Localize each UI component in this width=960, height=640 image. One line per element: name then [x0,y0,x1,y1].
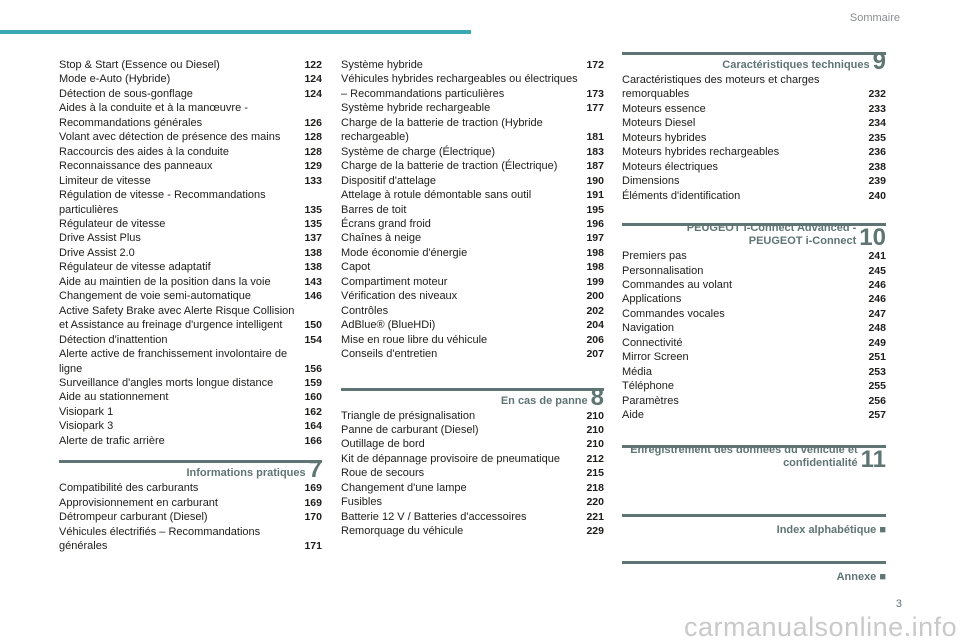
toc-entry-title: Conseils d'entretien [341,348,438,361]
toc-list [622,73,886,203]
toc-entry-title: Éléments d'identification [622,189,741,202]
toc-entry-page: 159 [304,376,322,389]
toc-entry-page: 124 [304,73,322,86]
toc-entry[interactable] [341,174,604,188]
section-heading [59,456,322,484]
section-number: 9 [872,48,886,75]
toc-entry[interactable] [622,336,886,350]
toc-entry-title: Système hybride [341,59,423,71]
toc-entry[interactable] [59,188,322,217]
toc-entry[interactable] [622,145,886,159]
toc-entry[interactable] [341,423,604,437]
toc-entry[interactable] [59,481,322,495]
toc-entry-title: Connectivité [622,336,683,349]
toc-entry-title: Régulateur de vitesse [59,217,166,230]
toc-entry-title: Commandes vocales [622,307,725,320]
toc-entry-title: Moteurs Diesel [622,117,696,130]
section-title: En cas de panne [500,394,588,407]
toc-entry-title: Mode économie d'énergie [341,246,468,259]
toc-entry[interactable] [341,58,604,72]
toc-entry-page: 171 [304,540,322,553]
section-number: 11 [860,445,886,473]
toc-entry-title: Raccourcis des aides à la conduite [59,145,229,158]
toc-entry-page: 210 [586,438,604,451]
toc-entry-page: 122 [304,59,322,71]
section-header-10 [622,222,886,252]
toc-entry-page: 210 [586,423,604,436]
toc-entry-title: Personnalisation [622,264,704,277]
toc-entry-page: 128 [304,145,322,158]
toc-entry-title: Téléphone [622,380,674,393]
toc-entry-page: 183 [586,145,604,158]
toc-entry-title: Stop & Start (Essence ou Diesel) [59,59,220,71]
toc-entry-page: 236 [868,146,886,159]
toc-entry[interactable] [341,524,604,538]
toc-entry-title: Dispositif d'attelage [341,174,437,187]
section-heading [622,444,886,471]
toc-entry-title: Limiteur de vitesse [59,174,151,187]
toc-entry[interactable] [59,260,322,274]
toc-entry-page: 239 [868,175,886,188]
toc-entry-page: 253 [868,365,886,378]
toc-list [341,409,604,539]
toc-entry-title: Aides à la conduite et à la manœuvre - Recommandations générales [59,102,248,129]
toc-entry-title: Volant avec détection de présence des mains [59,131,281,144]
toc-entry-page: 256 [868,394,886,407]
section-title-line: PEUGEOT i-Connect [748,235,857,248]
toc-entry[interactable] [341,72,604,101]
toc-entry-title: Média [622,365,652,378]
toc-list [59,58,322,448]
toc-entry-page: 135 [304,217,322,230]
section-title: Caractéristiques techniques [722,59,870,71]
toc-entry[interactable] [622,249,886,263]
toc-entry-title: Alerte active de franchissement involontaire de ligne [59,348,288,375]
page-header-title: Sommaire [849,12,900,24]
toc-entry[interactable] [59,275,322,289]
toc-entry-page: 232 [868,88,886,101]
toc-entry[interactable] [59,434,322,448]
section-number: 7 [308,456,322,484]
toc-entry-page: 198 [586,246,604,259]
toc-entry-title: Active Safety Brake avec Alerte Risque Collision et Assistance au freinage d'urgence intelligent [59,304,295,332]
toc-entry-title: Charge de la batterie de traction (Électrique) [341,160,558,173]
toc-entry[interactable] [622,189,886,203]
toc-entry-page: 212 [586,452,604,465]
toc-entry-page: 246 [868,278,886,291]
toc-entry[interactable] [341,304,604,318]
toc-entry[interactable] [341,409,604,423]
toc-entry[interactable] [341,495,604,509]
toc-entry-page: 166 [304,434,322,447]
section-title [630,444,857,471]
toc-entry-title: Navigation [622,322,674,335]
section-header-8 [341,383,604,411]
toc-entry-title: Aide au stationnement [59,391,169,404]
toc-entry[interactable] [341,347,604,361]
toc-entry-title: Moteurs hybrides rechargeables [622,146,780,159]
section-number: 10 [859,224,886,252]
toc-entry[interactable] [622,73,886,102]
toc-entry[interactable] [622,365,886,379]
toc-entry[interactable] [341,437,604,451]
toc-entry-title: Visiopark 3 [59,420,114,433]
toc-entry[interactable] [59,496,322,510]
toc-entry-title: Approvisionnement en carburant [59,496,218,509]
toc-entry[interactable] [622,307,886,321]
toc-entry-page: 126 [304,116,322,129]
section-divider [622,514,886,517]
toc-entry-page: 190 [586,174,604,187]
toc-entry[interactable] [59,333,322,347]
toc-entry[interactable] [341,159,604,173]
toc-entry[interactable] [59,376,322,390]
toc-entry-page: 138 [304,246,322,259]
toc-entry-page: 215 [586,467,604,480]
toc-entry-title: Mirror Screen [622,351,689,364]
toc-entry-title: Capot [341,261,371,274]
toc-entry-title: Roue de secours [341,467,425,480]
toc-entry-title: Drive Assist 2.0 [59,246,135,259]
section-divider [622,561,886,564]
toc-entry-title: Surveillance d'angles morts longue distance [59,376,274,389]
toc-entry[interactable] [59,231,322,245]
toc-entry[interactable] [59,419,322,433]
section-number: 8 [590,383,604,411]
toc-entry-page: 235 [868,131,886,144]
toc-entry[interactable] [622,350,886,364]
toc-entry[interactable] [59,525,322,554]
section-title-line: PEUGEOT i-Connect Advanced - [686,222,857,235]
toc-entry-page: 156 [304,362,322,375]
toc-entry[interactable] [59,289,322,303]
toc-entry-page: 206 [586,333,604,346]
toc-entry-page: 257 [868,409,886,422]
toc-entry-title: Applications [622,293,682,306]
toc-entry[interactable] [622,102,886,116]
toc-entry[interactable] [59,72,322,86]
toc-entry-title: Moteurs hybrides [622,131,707,144]
toc-entry-title: Détection de sous-gonflage [59,87,193,100]
toc-entry[interactable] [341,231,604,245]
toc-entry[interactable] [341,203,604,217]
toc-entry-page: 187 [586,160,604,173]
toc-entry-title: Système hybride rechargeable [341,102,491,115]
toc-entry[interactable] [341,260,604,274]
toc-entry-page: 173 [586,87,604,100]
toc-entry-page: 204 [586,319,604,332]
toc-entry-title: Commandes au volant [622,278,733,291]
toc-entry[interactable] [622,131,886,145]
toc-entry[interactable] [622,116,886,130]
toc-entry-page: 197 [586,232,604,245]
toc-entry-page: 164 [304,420,322,433]
toc-entry-page: 169 [304,482,322,495]
toc-entry-title: Remorquage du véhicule [341,525,464,538]
toc-entry-page: 146 [304,290,322,303]
toc-entry-title: Détrompeur carburant (Diesel) [59,511,208,524]
toc-entry[interactable] [622,408,886,422]
toc-entry[interactable] [622,321,886,335]
toc-entry-page: 162 [304,405,322,418]
toc-entry-title: Changement de voie semi-automatique [59,290,252,303]
toc-entry-page: 172 [586,59,604,71]
toc-entry-title: Chaînes à neige [341,232,422,245]
toc-entry-page: 251 [868,351,886,364]
toc-entry[interactable] [341,481,604,495]
toc-entry-title: Compartiment moteur [341,275,448,288]
toc-entry[interactable] [59,130,322,144]
toc-entry-title: Détection d'inattention [59,333,168,346]
toc-entry[interactable] [622,278,886,292]
toc-entry-title: Aide au maintien de la position dans la voie [59,275,271,288]
toc-entry-page: 133 [304,174,322,187]
toc-entry[interactable] [341,318,604,332]
toc-entry-page: 218 [586,481,604,494]
section-title-line: Enregistrement des données du véhicule et [630,443,858,456]
toc-entry-page: 200 [586,290,604,303]
toc-entry-page: 143 [304,275,322,288]
section-heading [622,48,886,75]
toc-entry-page: 240 [868,189,886,202]
toc-entry[interactable] [341,466,604,480]
toc-entry-title: AdBlue® (BlueHDi) [341,319,436,332]
toc-entry[interactable] [59,347,322,376]
toc-entry[interactable] [622,379,886,393]
toc-entry-page: 128 [304,131,322,144]
toc-entry-page: 129 [304,160,322,173]
toc-column-3 [622,48,886,473]
toc-entry-page: 246 [868,293,886,306]
toc-entry[interactable] [59,159,322,173]
toc-entry[interactable] [59,390,322,404]
toc-entry-title: Triangle de présignalisation [341,409,476,422]
section-header-9 [622,48,886,75]
toc-entry[interactable] [341,217,604,231]
toc-entry-title: Moteurs essence [622,102,706,115]
toc-entry-page: 220 [586,496,604,509]
toc-entry-page: 177 [586,102,604,115]
toc-entry-title: Écrans grand froid [341,217,431,230]
toc-list [341,58,604,362]
toc-entry-title: Reconnaissance des panneaux [59,160,213,173]
toc-entry[interactable] [59,145,322,159]
toc-entry-page: 241 [868,250,886,263]
toc-entry-title: Paramètres [622,394,679,407]
index-link[interactable]: Index alphabétique ■ [776,524,886,536]
toc-entry-page: 195 [586,203,604,216]
toc-entry-title: Alerte de trafic arrière [59,434,165,447]
toc-entry-title: Batterie 12 V / Batteries d'accessoires [341,510,527,523]
section-header-11 [622,445,886,471]
toc-entry[interactable] [59,174,322,188]
toc-entry-title: Outillage de bord [341,438,425,451]
toc-entry[interactable] [59,217,322,231]
toc-entry-title: Véhicules hybrides rechargeables ou électriques – Recommandations particulières [341,73,578,100]
toc-list [622,249,886,422]
toc-entry[interactable] [59,58,322,72]
toc-entry[interactable] [341,452,604,466]
watermark-text: carmanualsonline.info [684,612,958,640]
toc-list [59,481,322,553]
toc-entry[interactable] [341,275,604,289]
toc-entry-title: Contrôles [341,304,389,317]
toc-entry-title: Compatibilité des carburants [59,482,199,495]
toc-entry-title: Caractéristiques des moteurs et charges remorquables [622,74,820,101]
toc-entry-page: 137 [304,232,322,245]
toc-entry[interactable] [59,304,322,333]
toc-entry-page: 160 [304,391,322,404]
toc-entry[interactable] [341,188,604,202]
toc-entry-title: Régulation de vitesse - Recommandations particulières [59,189,266,216]
toc-entry-title: Panne de carburant (Diesel) [341,423,479,436]
toc-entry[interactable] [622,174,886,188]
toc-entry[interactable] [59,405,322,419]
toc-entry-page: 150 [304,319,322,332]
section-heading [341,383,604,411]
toc-entry-title: Moteurs électriques [622,160,718,173]
toc-entry-title: Visiopark 1 [59,405,114,418]
section-title-line: confidentialité [783,456,858,469]
toc-column-1 [59,58,322,554]
header-accent-bar [0,30,471,34]
toc-entry-page: 229 [586,525,604,538]
annexe-link[interactable]: Annexe ■ [836,571,886,583]
toc-entry-title: Premiers pas [622,250,687,263]
toc-entry[interactable] [59,101,322,130]
toc-entry[interactable] [341,289,604,303]
toc-entry-page: 196 [586,217,604,230]
toc-entry-page: 245 [868,264,886,277]
toc-entry[interactable] [59,87,322,101]
toc-entry[interactable] [622,160,886,174]
toc-entry[interactable] [622,292,886,306]
annexe-section[interactable] [622,561,886,583]
toc-column-2 [341,58,604,539]
toc-entry-title: Système de charge (Électrique) [341,145,496,158]
toc-entry-page: 255 [868,380,886,393]
toc-entry-title: Véhicules électrifiés – Recommandations générales [59,525,261,553]
toc-entry-page: 154 [304,333,322,346]
toc-entry-page: 191 [586,189,604,202]
toc-entry-title: Fusibles [341,496,382,509]
toc-entry[interactable] [622,264,886,278]
toc-entry-title: Mise en roue libre du véhicule [341,333,488,346]
toc-entry-page: 198 [586,261,604,274]
toc-entry-title: Attelage à rotule démontable sans outil [341,189,532,202]
toc-entry-page: 181 [586,131,604,144]
toc-entry-page: 170 [304,511,322,524]
toc-entry-page: 199 [586,275,604,288]
toc-entry-title: Aide [622,409,645,422]
toc-entry-title: Dimensions [622,175,680,188]
toc-entry[interactable] [622,394,886,408]
toc-entry-page: 221 [586,510,604,523]
toc-entry-page: 124 [304,87,322,100]
toc-entry-page: 234 [868,117,886,130]
toc-entry-page: 207 [586,348,604,361]
page-number: 3 [895,598,902,610]
toc-entry[interactable] [341,145,604,159]
toc-entry-title: Changement d'une lampe [341,481,467,494]
toc-entry-page: 169 [304,496,322,509]
toc-entry-title: Barres de toit [341,203,407,216]
toc-entry-page: 247 [868,307,886,320]
toc-entry[interactable] [341,101,604,115]
toc-entry-page: 249 [868,336,886,349]
toc-entry-page: 210 [586,409,604,422]
toc-entry-title: Drive Assist Plus [59,232,141,245]
section-title: Informations pratiques [186,467,306,480]
toc-entry-title: Mode e-Auto (Hybride) [59,73,171,86]
toc-entry-title: Charge de la batterie de traction (Hybride rechargeable) [341,116,543,144]
toc-entry-page: 138 [304,261,322,274]
toc-entry[interactable] [341,246,604,260]
toc-entry-page: 202 [586,304,604,317]
toc-entry[interactable] [59,246,322,260]
section-header-7 [59,456,322,484]
toc-entry-page: 248 [868,322,886,335]
toc-entry[interactable] [59,510,322,524]
toc-entry[interactable] [341,510,604,524]
index-section[interactable] [622,514,886,536]
toc-entry-title: Vérification des niveaux [341,290,458,303]
toc-entry[interactable] [341,333,604,347]
toc-entry[interactable] [341,116,604,145]
toc-entry-page: 233 [868,102,886,115]
toc-entry-page: 238 [868,160,886,173]
toc-entry-title: Régulateur de vitesse adaptatif [59,261,211,274]
toc-entry-title: Kit de dépannage provisoire de pneumatique [341,452,560,465]
toc-entry-page: 135 [304,203,322,216]
section-heading [622,222,886,252]
section-title [687,222,857,249]
